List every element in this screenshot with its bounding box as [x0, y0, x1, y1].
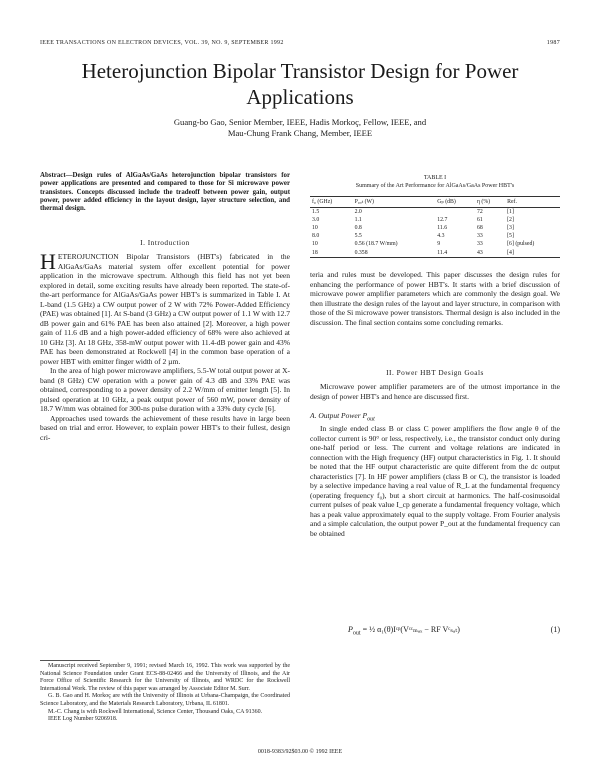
table-row — [310, 208, 560, 217]
section-heading-introduction: I. Introduction — [140, 238, 190, 247]
section-heading-design-goals: II. Power HBT Design Goals — [386, 368, 484, 377]
footnotes — [40, 663, 290, 724]
table-header-cell: Ref. — [505, 197, 560, 208]
design-goals-paragraph: Microwave power amplifier parameters are of the utmost importance in the design of power HBT's and hence are discussed first. — [310, 382, 560, 401]
intro-paragraph-3: Approaches used towards the achievement of these results have in large been based on trial and error. However, to explain power HBT's to their fullest, design cri- — [40, 413, 290, 442]
table-cell: 3.0 — [312, 216, 320, 223]
subsection-heading-text: A. Output Power P — [310, 411, 368, 420]
intro-paragraph-1-text: ETEROJUNCTION Bipolar Transistors (HBT's) fabricated in the AlGaAs/GaAs material system offer excellent potential for power application in the microwave spectrum. Although this field has not yet been explored in detail, some exciting results have already been reported. The state-of-the-art performance for AlGaAs/GaAs power HBT's is summarized in Table I. At L-band (1.5 GHz) a CW output power of 2 W with 72% Power-Added Efficiency (PAE) was obtained [1]. At S-band (3 GHz) a CW output power of 1.1 W with 12.7 dB power gain and 61% PAE has been also attained [2]. Moreover, a high power gain of 11.6 dB and a high power-added efficiency of 68% were also achieved at 10 GHz [3]. At 18 GHz, 358-mW output power with 11.4-dB power gain and 43% PAE has been demonstrated at Rockwell [4] in the common base operation of a power HBT with emitter finger width of 2 µm. — [40, 252, 290, 366]
intro-continuation-paragraph: teria and rules must be developed. This paper discusses the design rules for enhancing the performance of power HBT's. It starts with a brief discussion of microwave power amplifier parameters which are commonly the design goal. We then illustrate the design rules of the layout and layer structure, in comparison with those of the Si microwave power transistors. Thermal design is also included in the discussion. The final section contains some concluding remarks. — [310, 270, 560, 327]
running-header — [40, 40, 560, 52]
footnote-divider — [40, 660, 100, 661]
output-power-paragraph: In single ended class B or class C power amplifiers the flow angle θ of the collector current is 90° or less, respectively, i.e., the transistor conduct only during one-half period or less. The current and voltage relations are indicated in connection with the High frequency (HF) output characteristics in Fig. 1. It should be noted that the HF output characteristic are quite different from the dc output characteristics [7]. In HF power amplifiers (class B or C), the transistor is loaded by a selective impedance having a real value of R_L at the fundamental frequency (operating frequency f₀), but a short circuit at harmonics. The half-cosinusoidal current pulses of peak value I_cp generate a fundamental frequency voltage, which has a peak value approximately equal to the supply voltage. From Fourier analysis and a simple calculation, the output power P_out at the fundamental frequency can be obtained — [310, 424, 560, 538]
table-cell: 0.358 — [353, 249, 436, 258]
footnote-manuscript: Manuscript received September 9, 1991; revised March 16, 1992. This work was supported by the National Science Foundation under Grant ECS-88-02466 and the University of Illinois, and the Air Force Office of Scientific Research for the University of Illinois, and WRDC for the Rockwell International Work. The review of this paper was arranged by Associate Editor M. Surr. — [40, 663, 290, 692]
table-cell: 2.0 — [354, 208, 362, 215]
table-row — [310, 216, 560, 224]
output-power-body — [310, 424, 560, 538]
abstract-text: Design rules of AlGaAs/GaAs heterojunction bipolar transistors for power applications are presented and compared to those for Si microwave power transistors. Concepts discussed include the tradeoff between power gain, output power, power added efficiency in the layout design, layer structure selection, and thermal design. — [40, 172, 290, 213]
equation-symbol: P — [348, 625, 353, 634]
table-label: TABLE I — [423, 175, 447, 181]
author-line-2: Mau-Chung Frank Chang, Member, IEEE — [227, 128, 373, 138]
table-cell: 18 — [310, 249, 353, 258]
design-goals-body — [310, 382, 560, 401]
table-cell: 5.5 — [354, 233, 362, 240]
equation-1 — [310, 625, 560, 637]
introduction-body — [40, 249, 290, 442]
journal-header: IEEE TRANSACTIONS ON ELECTRON DEVICES, VOL. 39, NO. 9, SEPTEMBER 1992 — [40, 40, 284, 46]
table-header-cell: f₀ (GHz) — [310, 197, 353, 208]
table-cell: 8.0 — [312, 233, 320, 240]
table-cell: 9 — [437, 241, 441, 248]
table-cell: [3] — [507, 224, 514, 231]
intro-paragraph-1 — [40, 249, 290, 366]
table-cell: 10 — [312, 224, 318, 231]
table-cell: 12.7 — [437, 216, 448, 223]
footnote-affiliation-1: G. B. Gao and H. Morkoç are with the University of Illinois at Urbana-Champaign, the Coordinated Science Laboratory, and the Materials Research Laboratory, Urbana, IL 61801. — [40, 693, 290, 707]
table-cell: [4] — [505, 249, 560, 258]
table-row — [310, 241, 560, 249]
table-cell: 11.4 — [435, 249, 475, 258]
table-cell: 33 — [476, 241, 483, 248]
table-cell: [6] (pulsed) — [507, 241, 535, 248]
equation-number: (1) — [550, 625, 560, 634]
table-cell: 68 — [476, 224, 483, 231]
table-cell: [5] — [507, 233, 514, 240]
paper-title: Heterojunction Bipolar Transistor Design for Power Applications — [81, 59, 519, 109]
table-cell: 72 — [476, 208, 483, 215]
footnote-affiliation-2: M.-C. Chang is with Rockwell International, Science Center, Thousand Oaks, CA 91360. — [48, 708, 263, 715]
abstract-label: Abstract— — [40, 172, 73, 179]
table-row — [310, 233, 560, 241]
table-header-row — [310, 197, 560, 208]
performance-table — [310, 196, 560, 258]
table-cell: 11.6 — [437, 224, 448, 231]
table-cell: 33 — [476, 233, 483, 240]
table-row — [310, 224, 560, 232]
table-cell: 61 — [476, 216, 483, 223]
page-number: 1987 — [546, 40, 560, 46]
equation-rhs: = ½ α₁(θ)Iᶜᵖ(Vᶜᶜₘₐₓ − RF Vᶜₛₐₜ) — [362, 625, 460, 634]
footnote-log-number: IEEE Log Number 9206918. — [48, 716, 118, 723]
author-block — [40, 117, 560, 139]
intro-paragraph-2: In the area of high power microwave amplifiers, 5.5-W total output power at X-band (8 GHz) CW operation with a power gain of 4.3 dB and 33% PAE was obtained, corresponding to a power density of 2.2 W/mm of emitter length [5]. In pulsed operation at 10 GHz, a peak output power of 560 mW, power density of 18.7 W/mm was obtained for 300-ns pulse duration with a 33% duty cycle [6]. — [40, 366, 290, 413]
table-cell: 0.8 — [354, 224, 362, 231]
right-column-intro-continuation — [310, 270, 560, 327]
table-header-cell: η (%) — [475, 197, 505, 208]
table-cell: [2] — [507, 216, 514, 223]
table-cell: 0.56 (18.7 W/mm) — [354, 241, 398, 248]
abstract — [40, 172, 290, 213]
table-cell — [435, 208, 475, 217]
drop-cap: H — [40, 249, 56, 274]
table-caption — [310, 174, 560, 190]
table-cell: 1.5 — [312, 208, 320, 215]
subsection-heading-subscript: out — [367, 416, 375, 423]
author-line-1: Guang-bo Gao, Senior Member, IEEE, Hadis Morkoç, Fellow, IEEE, and — [173, 117, 427, 127]
table-cell: 1.1 — [354, 216, 362, 223]
table-title: Summary of the Art Performance for AlGaAs/GaAs Power HBT's — [355, 183, 515, 189]
table-cell: 10 — [312, 241, 318, 248]
table-row — [310, 249, 560, 258]
table-cell: 43 — [475, 249, 505, 258]
table-cell: [1] — [507, 208, 514, 215]
table-header-cell: Gₚ (dB) — [435, 197, 475, 208]
equation-subscript: out — [352, 630, 361, 637]
table-cell: 4.3 — [437, 233, 445, 240]
copyright-footer: 0018-9383/92$03.00 © 1992 IEEE — [257, 749, 343, 755]
table-header-cell: P₀ᵤₜ (W) — [353, 197, 436, 208]
equation-lhs — [310, 625, 361, 637]
subsection-heading-output-power — [310, 411, 560, 425]
